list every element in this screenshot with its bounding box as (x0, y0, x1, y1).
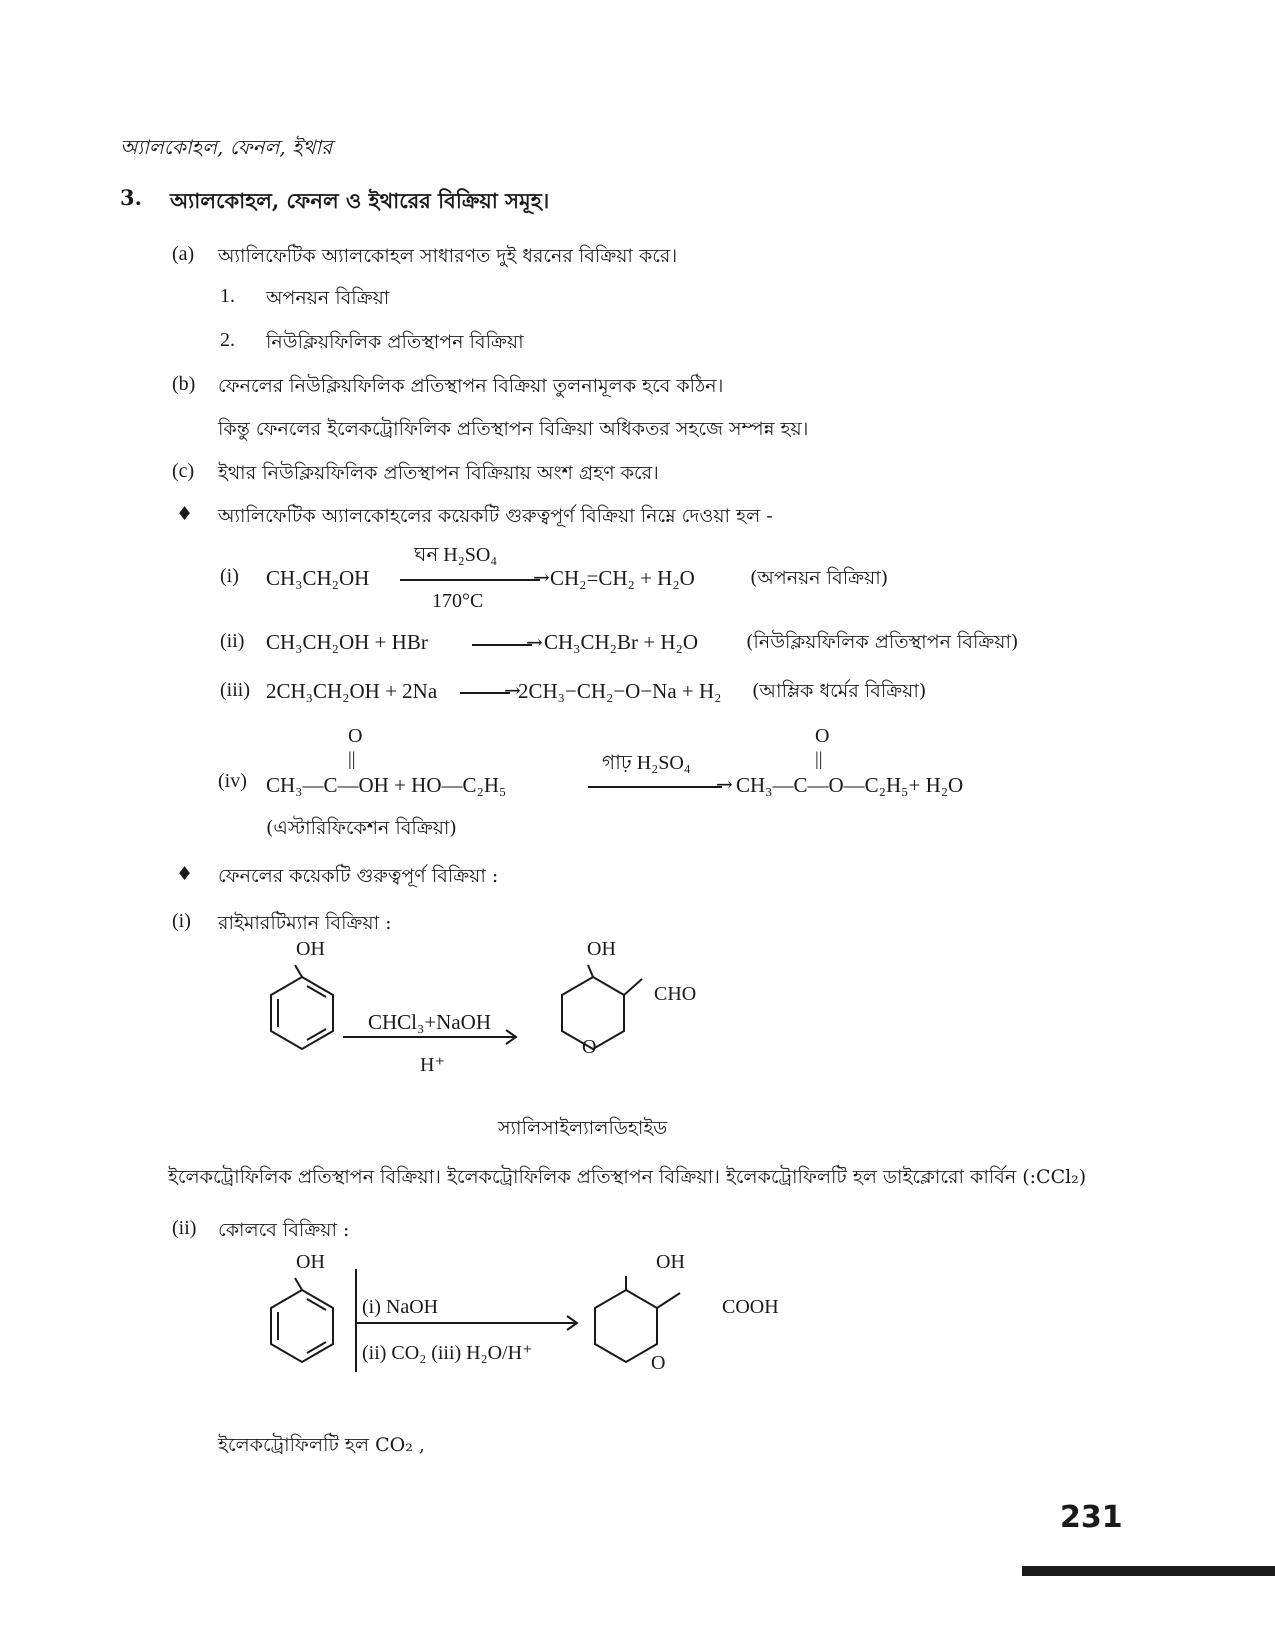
reaction-arrow-icon: → (716, 772, 733, 796)
reaction-4-condition-above: গাঢ় H₂SO₄ (602, 752, 691, 774)
reaction-2-reactant: CH₃CH₂OH + HBr (266, 630, 428, 654)
reaction-4-arrow-shaft (588, 786, 722, 788)
bullet-2-text: ফেনলের কয়েকটি গুরুত্বপূর্ণ বিক্রিয়া : (218, 865, 499, 887)
item-a1-text: অপনয়ন বিক্রিয়া (266, 287, 390, 309)
kolbe-title: কোলবে বিক্রিয়া : (218, 1219, 350, 1241)
kolbe-product-cooh: COOH (722, 1296, 779, 1318)
item-a2-number: 2. (220, 329, 235, 351)
reimer-reagent-bottom: H⁺ (420, 1054, 445, 1076)
kolbe-scheme (250, 1268, 730, 1408)
reimer-number: (i) (172, 910, 191, 932)
reaction-1-condition-below: 170°C (432, 590, 484, 612)
reimer-title: রাইমারটিম্যান বিক্রিয়া : (218, 912, 392, 934)
bullet-diamond: ♦ (176, 503, 194, 525)
benzene-ring-icon (595, 1276, 680, 1362)
reaction-4-carbonyl-o-right: O (815, 725, 830, 747)
reaction-1-product: CH₂=CH₂ + H₂O (550, 566, 695, 590)
bullet-diamond: ♦ (176, 863, 194, 885)
kolbe-ring-o: O (651, 1352, 666, 1374)
kolbe-note: ইলেকট্রোফিলটি হল CO₂ , (218, 1434, 425, 1456)
reaction-4-products: CH₃—C—O—C₂H₅+ H₂O (736, 773, 964, 797)
reaction-4-double-bond-right: || (815, 749, 823, 770)
reaction-2-product: CH₃CH₂Br + H₂O (544, 630, 698, 654)
section-title: অ্যালকোহল, ফেনল ও ইথারের বিক্রিয়া সমূহ। (170, 188, 550, 213)
item-c-text: ইথার নিউক্লিয়ফিলিক প্রতিস্থাপন বিক্রিয়ায় অংশ গ্রহণ করে। (218, 462, 659, 484)
item-a-text: অ্যালিফেটিক অ্যালকোহল সাধারণত দুই ধরনের বিক্রিয়া করে। (218, 245, 678, 267)
benzene-ring-icon (562, 965, 642, 1049)
kolbe-reagent-bottom: (ii) CO₂ (iii) H₂O/H⁺ (362, 1342, 533, 1364)
reaction-2-number: (ii) (220, 630, 245, 652)
item-b-text-1: ফেনলের নিউক্লিয়ফিলিক প্রতিস্থাপন বিক্রিয়া তুলনামূলক হবে কঠিন। (218, 375, 724, 397)
item-b-marker: (b) (172, 373, 196, 395)
kolbe-product-oh: OH (656, 1251, 685, 1273)
reaction-3-reactant: 2CH₃CH₂OH + 2Na (266, 679, 438, 703)
reimer-note: ইলেকট্রোফিলিক প্রতিস্থাপন বিক্রিয়া। ইলেকট্রোফিলিক প্রতিস্থাপন বিক্রিয়া। ইলেকট্রোফিলটি হল ডাইক্লোরো কার্বিন (:CCl₂) (168, 1166, 1087, 1188)
benzene-ring-icon (271, 1278, 333, 1362)
reaction-3-note: (আম্লিক ধর্মের বিক্রিয়া) (752, 680, 927, 702)
reaction-3-arrow-shaft (460, 692, 510, 694)
running-header: অ্যালকোহল, ফেনল, ইথার (120, 135, 333, 159)
bullet-1-text: অ্যালিফেটিক অ্যালকোহলের কয়েকটি গুরুত্বপূর্ণ বিক্রিয়া নিম্নে দেওয়া হল - (218, 505, 773, 527)
kolbe-number: (ii) (172, 1217, 197, 1239)
benzene-ring-icon (271, 965, 333, 1049)
reimer-product-oh: OH (587, 938, 616, 960)
reaction-1-reactant: CH₃CH₂OH (266, 566, 370, 590)
reimer-reactant-oh: OH (296, 938, 325, 960)
reaction-4-note: (এস্টারিফিকেশন বিক্রিয়া) (266, 817, 457, 839)
reaction-4-carbonyl-o-left: O (348, 725, 363, 747)
reaction-3-number: (iii) (220, 679, 250, 701)
item-a1-number: 1. (220, 285, 235, 307)
reimer-product-name: স্যালিসাইল্যালডিহাইড (498, 1117, 668, 1139)
kolbe-reagent-top: (i) NaOH (362, 1296, 439, 1318)
reaction-1-number: (i) (220, 565, 239, 587)
reaction-3-product: 2CH₃−CH₂−O−Na + H₂ (518, 679, 722, 703)
reaction-arrow-icon: → (526, 630, 543, 654)
item-a2-text: নিউক্লিয়ফিলিক প্রতিস্থাপন বিক্রিয়া (266, 331, 524, 353)
reimer-reagent-top: CHCl₃+NaOH (368, 1010, 491, 1034)
reaction-1-arrow-shaft (400, 579, 540, 581)
reaction-arrow-icon: → (504, 678, 521, 702)
reaction-2-note: (নিউক্লিয়ফিলিক প্রতিস্থাপন বিক্রিয়া) (746, 631, 1019, 653)
section-number: 3. (120, 185, 142, 210)
reaction-arrow-icon: → (533, 565, 550, 589)
reaction-1-note: (অপনয়ন বিক্রিয়া) (750, 567, 889, 589)
item-b-text-2: কিন্তু ফেনলের ইলেকট্রোফিলিক প্রতিস্থাপন বিক্রিয়া অধিকতর সহজে সম্পন্ন হয়। (218, 418, 809, 440)
reimer-product-cho: CHO (654, 983, 697, 1005)
reaction-4-number: (iv) (218, 770, 247, 792)
reaction-1-condition-above: ঘন H₂SO₄ (414, 544, 498, 566)
footer-rule (1022, 1566, 1275, 1576)
page-number: 231 (1060, 1500, 1123, 1535)
reaction-4-reactants: CH₃—C—OH + HO—C₂H₅ (266, 773, 507, 797)
item-c-marker: (c) (172, 460, 195, 482)
kolbe-reactant-oh: OH (296, 1251, 325, 1273)
item-a-marker: (a) (172, 243, 195, 265)
reaction-4-double-bond-left: || (348, 749, 356, 770)
reaction-2-arrow-shaft (472, 644, 532, 646)
reimer-ring-o: O (582, 1036, 597, 1058)
